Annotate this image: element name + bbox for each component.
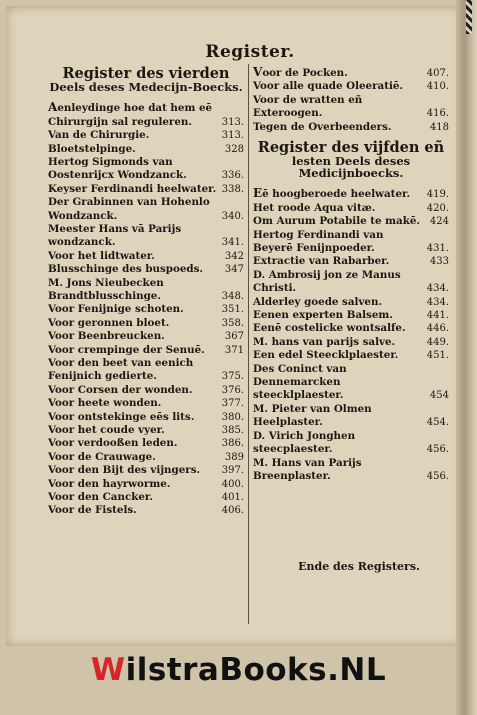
end-of-register: Ende des Registers. xyxy=(298,560,420,573)
register-entry xyxy=(48,129,244,142)
entry-page-number: 433 xyxy=(429,256,449,268)
entry-page-number: 358. xyxy=(221,317,244,329)
entry-title: D. Virich Jonghen steecplaester. xyxy=(253,429,356,456)
entry-page-number: 434. xyxy=(426,283,449,295)
entry-page-number: 386. xyxy=(221,438,244,450)
left-entry-list xyxy=(48,101,244,518)
entry-page-number: 367 xyxy=(224,331,244,343)
register-entry xyxy=(48,223,244,250)
register-entry xyxy=(253,363,449,403)
entry-title: M. Jons Nieubecken Brandtblusschinge. xyxy=(48,276,164,302)
entry-title: Tegen de Overbeenders. xyxy=(253,120,392,133)
entry-page-number: 375. xyxy=(221,371,244,383)
column-divider xyxy=(248,64,249,624)
entry-title: Des Coninct van Dennemarcken steecklplaester. xyxy=(253,362,347,402)
entry-page-number: 376. xyxy=(221,384,244,396)
entry-page-number: 451. xyxy=(426,350,449,362)
entry-title: Blusschinge des buspoeds. xyxy=(48,263,204,276)
register-entry xyxy=(48,277,244,304)
entry-page-number: 431. xyxy=(426,243,449,254)
entry-title: Eenē costelicke wontsalfe. xyxy=(253,322,406,335)
entry-title: Eē hoogberoede heelwater. xyxy=(253,186,411,201)
register-entry xyxy=(48,491,244,504)
entry-page-number: 336. xyxy=(221,170,244,182)
entry-title: Voor Corsen der wonden. xyxy=(48,383,193,396)
entry-page-number: 385. xyxy=(221,425,244,437)
register-entry xyxy=(253,121,449,134)
entry-title: Voor de Fistels. xyxy=(48,504,137,517)
book-spine xyxy=(456,0,477,715)
entry-page-number: 389 xyxy=(224,451,244,463)
entry-title: Voor den hayrworme. xyxy=(48,477,171,490)
entry-page-number: 347 xyxy=(224,264,244,276)
register-entry xyxy=(253,349,449,362)
register-entry xyxy=(48,384,244,397)
entry-page-number: 419. xyxy=(426,189,449,201)
register-entry xyxy=(48,303,244,316)
left-heading-subtitle: Deels deses Medecijn-Boecks. xyxy=(49,80,243,95)
entry-page-number: 401. xyxy=(221,492,244,504)
entry-page-number: 328 xyxy=(224,143,244,155)
entry-title: Meester Hans vā Parijs wondzanck. xyxy=(48,222,182,249)
bookmark-ribbon xyxy=(466,0,472,34)
register-entry xyxy=(253,309,449,322)
right-column xyxy=(253,66,449,483)
entry-title: Der Grabinnen van Hohenlo Wondzanck. xyxy=(48,196,210,222)
register-entry xyxy=(48,196,244,223)
register-entry xyxy=(253,336,449,349)
watermark-initial: W xyxy=(90,652,126,688)
register-entry xyxy=(48,156,244,183)
register-entry xyxy=(48,344,244,357)
register-entry xyxy=(253,255,449,268)
register-entry xyxy=(48,504,244,517)
entry-page-number: 416. xyxy=(426,108,449,120)
entry-title: Keyser Ferdinandi heelwater. xyxy=(48,182,217,195)
entry-title: M. Pieter van Olmen Heelplaster. xyxy=(253,402,372,429)
right-entry-list xyxy=(253,187,449,483)
running-head: Register. xyxy=(205,42,295,62)
register-entry xyxy=(253,66,449,80)
entry-title: Voor de wratten eñ Exteroogen. xyxy=(253,93,363,120)
left-heading xyxy=(48,66,244,93)
entry-page-number: 407. xyxy=(426,68,449,79)
right-heading-subtitle: lesten Deels deses Medicijnboecks. xyxy=(291,154,411,181)
entry-page-number: 371 xyxy=(224,344,244,356)
entry-page-number: 449. xyxy=(426,336,449,348)
register-entry xyxy=(48,478,244,491)
entry-title: Extractie van Rabarber. xyxy=(253,255,390,268)
register-entry xyxy=(48,437,244,450)
watermark-text: ilstraBooks.NL xyxy=(125,652,387,688)
register-entry xyxy=(253,457,449,484)
entry-title: Voor den beet van eenich Fenijnich gedierte. xyxy=(48,357,194,383)
register-entry xyxy=(48,397,244,410)
register-entry xyxy=(48,250,244,263)
entry-title: Voor heete wonden. xyxy=(48,397,162,410)
entry-page-number: 434. xyxy=(426,296,449,308)
register-entry xyxy=(48,101,244,129)
entry-page-number: 338. xyxy=(221,183,244,195)
entry-title: Het roode Aqua vitæ. xyxy=(253,201,376,214)
register-entry xyxy=(253,215,449,228)
entry-page-number: 456. xyxy=(426,470,449,482)
entry-title: Voor geronnen bloet. xyxy=(48,316,170,329)
left-column xyxy=(48,66,244,518)
entry-title: Een edel Steecklplaester. xyxy=(253,349,399,362)
register-entry xyxy=(48,464,244,477)
entry-page-number: 341. xyxy=(221,237,244,249)
entry-title: Voor het coude vyer. xyxy=(48,424,165,437)
entry-title: Voor verdooßen leden. xyxy=(48,437,178,450)
register-entry xyxy=(253,202,449,215)
entry-title: Bloetstelpinge. xyxy=(48,142,136,155)
right-heading xyxy=(253,140,449,179)
entry-page-number: 406. xyxy=(221,505,244,517)
entry-title: Voor de Crauwage. xyxy=(48,450,156,463)
register-entry xyxy=(253,269,449,296)
entry-page-number: 342 xyxy=(224,250,244,262)
entry-title: Voor alle quade Oleeratiē. xyxy=(253,80,403,93)
right-heading-title: Register des vijfden eñ xyxy=(257,139,445,157)
entry-page-number: 441. xyxy=(426,310,449,322)
register-entry xyxy=(253,187,449,201)
entry-title: Aenleydinge hoe dat hem eē Chirurgijn sal reguleren. xyxy=(48,100,213,128)
register-entry xyxy=(48,143,244,156)
entry-page-number: 377. xyxy=(221,398,244,410)
watermark-logo xyxy=(0,652,477,688)
register-entry xyxy=(48,317,244,330)
register-entry xyxy=(48,424,244,437)
register-entry xyxy=(253,430,449,457)
register-entry xyxy=(253,94,449,121)
entry-title: Voor den Cancker. xyxy=(48,491,153,504)
register-entry xyxy=(48,411,244,424)
entry-title: Voor het lidtwater. xyxy=(48,249,155,262)
register-entry xyxy=(48,330,244,343)
right-top-entry-list xyxy=(253,66,449,134)
entry-title: Voor crempinge der Senuē. xyxy=(48,343,205,356)
entry-title: Eenen experten Balsem. xyxy=(253,309,393,322)
entry-title: Hertog Ferdinandi van Beyerē Fenijnpoeder. xyxy=(253,228,384,254)
entry-page-number: 351. xyxy=(221,304,244,316)
entry-page-number: 410. xyxy=(426,81,449,93)
entry-page-number: 313. xyxy=(221,130,244,142)
entry-page-number: 446. xyxy=(426,323,449,335)
entry-page-number: 400. xyxy=(221,478,244,490)
entry-title: Voor Beenbreucken. xyxy=(48,330,165,343)
entry-page-number: 313. xyxy=(221,116,244,128)
entry-page-number: 454 xyxy=(429,390,449,402)
register-entry xyxy=(48,451,244,464)
entry-title: D. Ambrosij jon ze Manus Christi. xyxy=(253,268,401,295)
entry-page-number: 340. xyxy=(221,210,244,222)
entry-title: Voor Fenijnige schoten. xyxy=(48,303,184,316)
entry-page-number: 456. xyxy=(426,444,449,456)
left-heading-title: Register des vierden xyxy=(62,65,230,82)
entry-page-number: 420. xyxy=(426,202,449,214)
entry-title: Voor ontstekinge eēs lits. xyxy=(48,410,195,423)
register-entry xyxy=(253,403,449,430)
register-entry xyxy=(48,357,244,384)
entry-title: M. hans van parijs salve. xyxy=(253,335,396,348)
register-entry xyxy=(253,80,449,93)
entry-title: Hertog Sigmonds van Oostenrijcx Wondzanck. xyxy=(48,155,187,182)
register-entry xyxy=(253,296,449,309)
entry-page-number: 380. xyxy=(221,411,244,423)
register-entry xyxy=(48,183,244,196)
entry-title: Alderley goede salven. xyxy=(253,295,383,308)
entry-page-number: 424 xyxy=(429,216,449,228)
entry-title: Om Aurum Potabile te makē. xyxy=(253,215,420,228)
entry-page-number: 397. xyxy=(221,465,244,477)
register-entry xyxy=(48,263,244,276)
entry-page-number: 418 xyxy=(429,121,449,133)
entry-title: Van de Chirurgie. xyxy=(48,129,150,142)
entry-title: M. Hans van Parijs Breenplaster. xyxy=(253,456,362,482)
entry-title: Voor den Bijt des vijngers. xyxy=(48,464,201,477)
entry-page-number: 348. xyxy=(221,290,244,302)
register-entry xyxy=(253,322,449,335)
entry-title: Voor de Pocken. xyxy=(253,65,348,79)
entry-page-number: 454. xyxy=(426,417,449,429)
register-entry xyxy=(253,229,449,256)
